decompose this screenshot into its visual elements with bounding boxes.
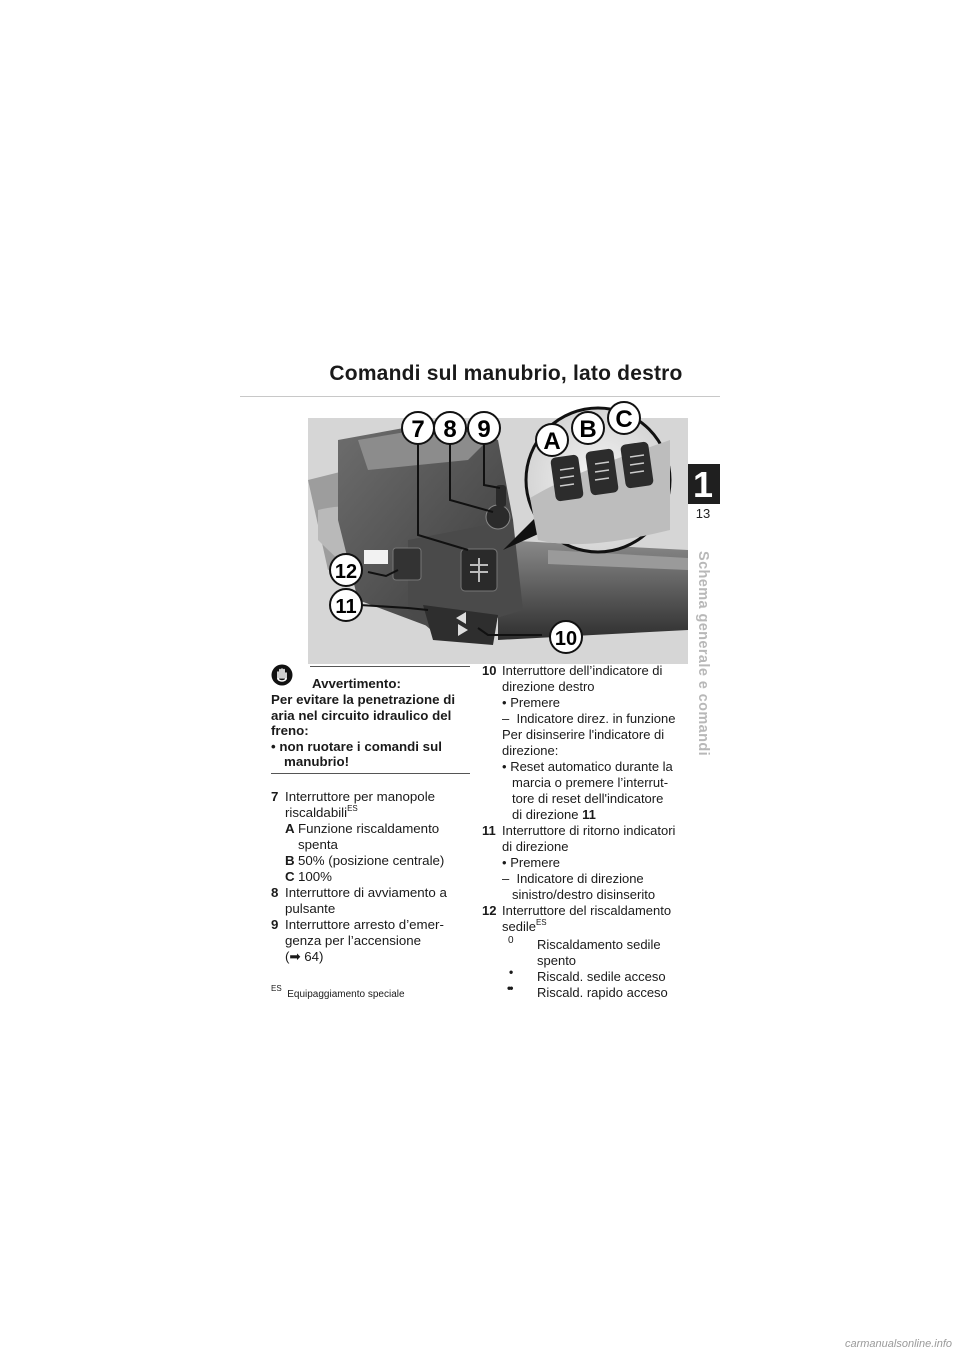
chapter-tab: 1 bbox=[686, 464, 720, 504]
warning-top-rule bbox=[310, 666, 470, 667]
warning-body: Per evitare la penetrazione di aria nel circuito idraulico del freno: • non ruotare i comandi sul manubrio! bbox=[271, 692, 456, 769]
svg-text:12: 12 bbox=[334, 561, 358, 583]
callout-10 bbox=[550, 621, 582, 653]
chapter-side-title: Schema generale e comandi bbox=[695, 551, 711, 757]
svg-text:B: B bbox=[579, 416, 597, 443]
stop-hand-icon bbox=[271, 664, 293, 686]
callout-B bbox=[572, 412, 604, 444]
callout-12 bbox=[330, 554, 362, 586]
callout-9 bbox=[468, 412, 500, 444]
svg-text:9: 9 bbox=[477, 416, 491, 443]
warning-title: Avvertimento: bbox=[312, 676, 401, 691]
callout-8 bbox=[434, 412, 466, 444]
footnote: $^{ES}$ Equipaggiamento speciale bbox=[271, 984, 405, 1000]
warning-bottom-rule bbox=[271, 773, 470, 774]
page-number: 13 bbox=[695, 506, 711, 521]
callout-A bbox=[536, 424, 568, 456]
svg-text:7: 7 bbox=[411, 416, 425, 443]
callout-11 bbox=[330, 589, 362, 621]
svg-text:C: C bbox=[615, 406, 633, 433]
handlebar-controls-figure bbox=[298, 400, 688, 670]
callout-C bbox=[608, 402, 640, 434]
page-title: Comandi sul manubrio, lato destro bbox=[329, 362, 683, 385]
callout-7 bbox=[402, 412, 434, 444]
svg-text:8: 8 bbox=[443, 416, 457, 443]
watermark: carmanualsonline.info bbox=[844, 1338, 952, 1350]
svg-text:11: 11 bbox=[335, 596, 357, 618]
svg-text:10: 10 bbox=[554, 628, 578, 650]
title-divider bbox=[240, 396, 720, 397]
svg-text:A: A bbox=[543, 428, 561, 455]
